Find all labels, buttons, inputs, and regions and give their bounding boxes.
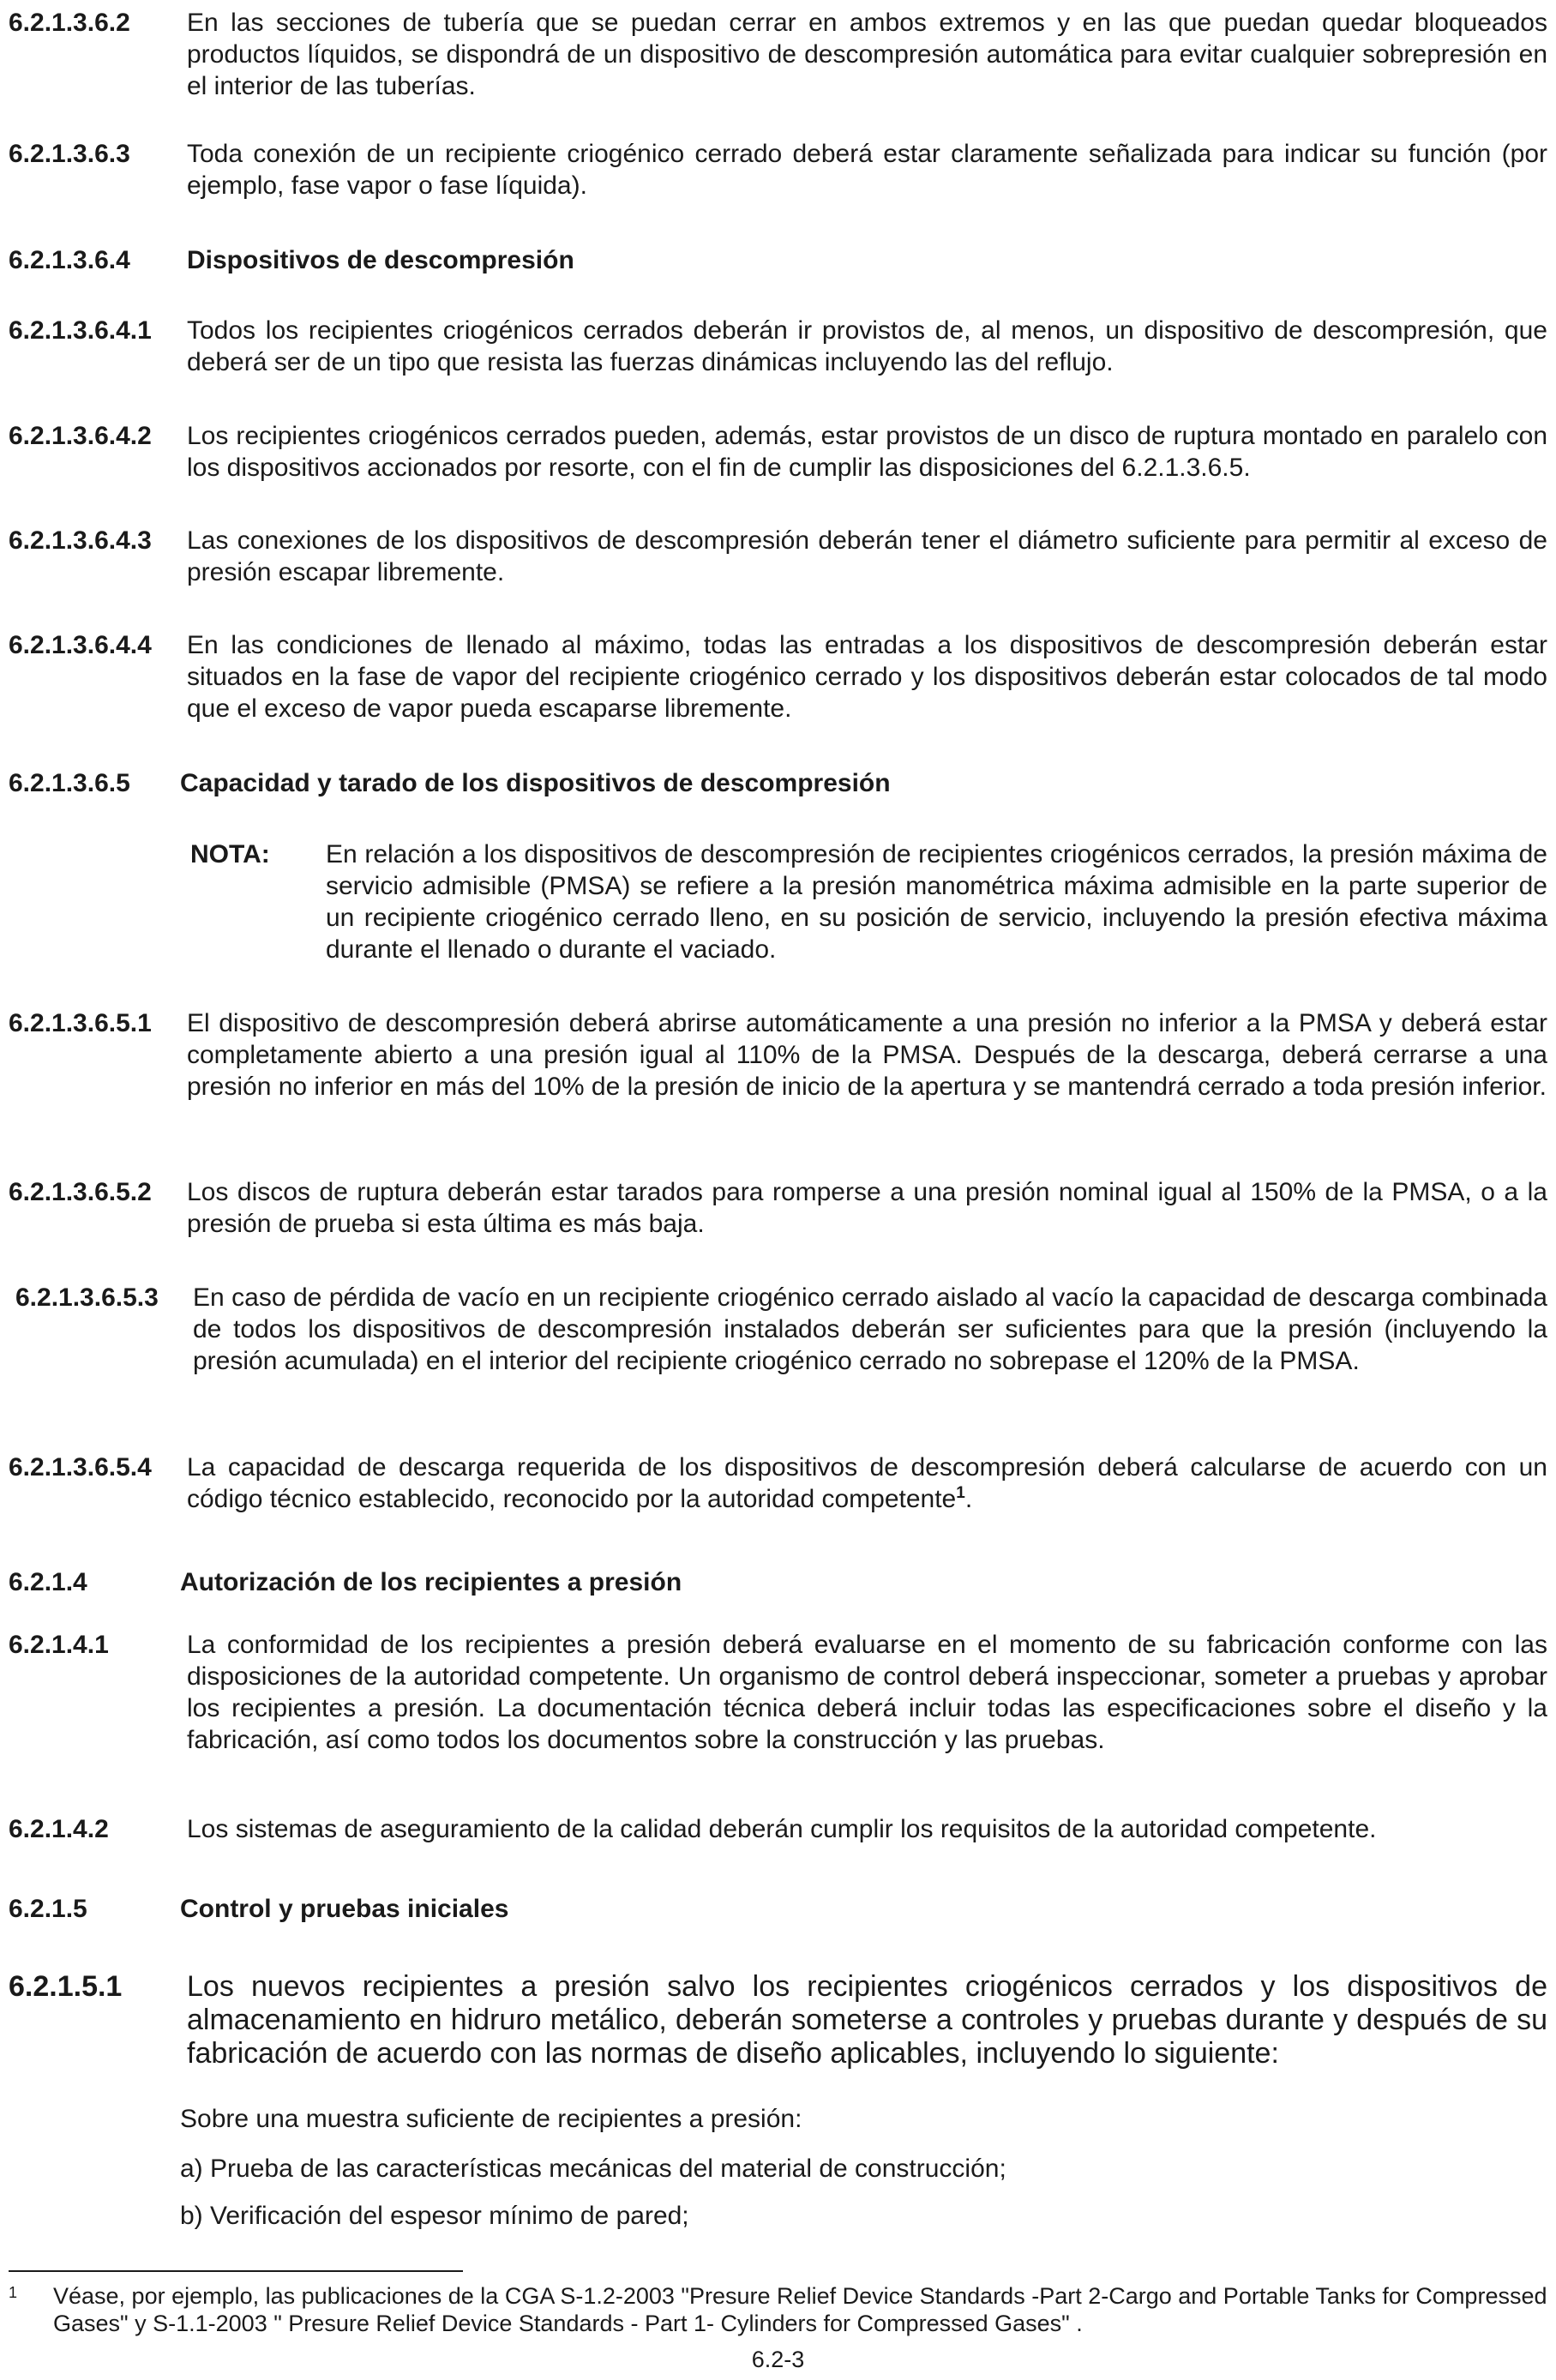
- section-number: 6.2.1.5.1: [9, 1970, 123, 2003]
- list-item-text: a) Prueba de las características mecánicas del material de construcción;: [180, 2155, 1006, 2183]
- paragraph-text-main: La capacidad de descarga requerida de los dispositivos de descompresión deberá calcularse de acuerdo con un código técnico establecido, reconocido por la autoridad competente: [187, 1453, 1547, 1513]
- footnote-reference[interactable]: 1: [956, 1484, 965, 1502]
- section-number: 6.2.1.3.6.2: [9, 9, 130, 37]
- section-number: 6.2.1.3.6.5: [9, 769, 130, 797]
- section-number: 6.2.1.4.2: [9, 1815, 109, 1843]
- paragraph-text: En las secciones de tubería que se puedan cerrar en ambos extremos y en las que puedan quedar bloqueados productos líquidos, se dispondrá de un dispositivo de descompresión automática para evitar cualquier sobrepresión en el interior de las tuberías.: [187, 9, 1547, 100]
- page-number: 6.2-3: [751, 2347, 805, 2372]
- section-number: 6.2.1.3.6.4.4: [9, 631, 152, 659]
- paragraph-text: [187, 1451, 1547, 1515]
- section-heading: Autorización de los recipientes a presión: [180, 1568, 682, 1596]
- paragraph-text: Los discos de ruptura deberán estar tarados para romperse a una presión nominal igual al 150% de la PMSA, o a la presión de prueba si esta última es más baja.: [187, 1178, 1547, 1238]
- paragraph-text-tail: .: [964, 1485, 973, 1513]
- section-heading: Capacidad y tarado de los dispositivos de descompresión: [180, 769, 891, 797]
- paragraph-text: La conformidad de los recipientes a presión deberá evaluarse en el momento de su fabricación conforme con las disposiciones de la autoridad competente. Un organismo de control deberá inspeccionar, someter a pruebas y aprobar los recipientes a presión. La documentación técnica deberá incluir todas las especificaciones sobre el diseño y la fabricación, así como todos los documentos sobre la construcción y las pruebas.: [187, 1631, 1547, 1754]
- note-label: NOTA:: [190, 840, 270, 868]
- note-text: En relación a los dispositivos de descompresión de recipientes criogénicos cerrados, la presión máxima de servicio admisible (PMSA) se refiere a la presión manométrica máxima admisible en la parte superior de un recipiente criogénico cerrado lleno, en su posición de servicio, incluyendo la presión efectiva máxima durante el llenado o durante el vaciado.: [326, 840, 1547, 964]
- section-number: 6.2.1.3.6.3: [9, 140, 130, 168]
- section-heading: Dispositivos de descompresión: [187, 246, 574, 274]
- paragraph-text: En caso de pérdida de vacío en un recipiente criogénico cerrado aislado al vacío la capacidad de descarga combinada de todos los dispositivos de descompresión instalados deberán ser suficientes para que la presión (incluyendo la presión acumulada) en el interior del recipiente criogénico cerrado no sobrepase el 120% de la PMSA.: [193, 1283, 1547, 1375]
- paragraph-text: Los recipientes criogénicos cerrados pueden, además, estar provistos de un disco de ruptura montado en paralelo con los dispositivos accionados por resorte, con el fin de cumplir las disposiciones del 6.2.1.3.6.5.: [187, 422, 1547, 482]
- section-number: 6.2.1.3.6.5.1: [9, 1009, 152, 1037]
- section-number: 6.2.1.3.6.5.2: [9, 1178, 152, 1206]
- section-number: 6.2.1.4.1: [9, 1631, 109, 1659]
- paragraph-text: Los sistemas de aseguramiento de la calidad deberán cumplir los requisitos de la autoridad competente.: [187, 1815, 1377, 1843]
- section-number: 6.2.1.3.6.4: [9, 246, 130, 274]
- section-number: 6.2.1.3.6.5.3: [15, 1283, 159, 1312]
- section-number: 6.2.1.4: [9, 1568, 87, 1596]
- footnote-mark: 1: [9, 2284, 18, 2301]
- paragraph-text: El dispositivo de descompresión deberá abrirse automáticamente a una presión no inferior a la PMSA y deberá estar completamente abierto a una presión igual al 110% de la PMSA. Después de la descarga, deberá cerrarse a una presión no inferior en más del 10% de la presión de inicio de la apertura y se mantendrá cerrado a toda presión inferior.: [187, 1009, 1547, 1101]
- paragraph-text: Sobre una muestra suficiente de recipientes a presión:: [180, 2105, 802, 2133]
- footnote-text: Véase, por ejemplo, las publicaciones de la CGA S-1.2-2003 "Presure Relief Device Standards -Part 2-Cargo and Portable Tanks for Compressed Gases" y S-1.1-2003 " Presure Relief Device Standards - Part 1- Cylinders for Compressed Gases" .: [53, 2283, 1547, 2336]
- section-number: 6.2.1.3.6.4.3: [9, 526, 152, 555]
- section-number: 6.2.1.3.6.5.4: [9, 1453, 152, 1481]
- section-number: 6.2.1.5: [9, 1895, 87, 1923]
- section-number: 6.2.1.3.6.4.1: [9, 316, 152, 345]
- paragraph-text: En las condiciones de llenado al máximo, todas las entradas a los dispositivos de descompresión deberán estar situados en la fase de vapor del recipiente criogénico cerrado y los dispositivos deberán estar colocados de tal modo que el exceso de vapor pueda escaparse libremente.: [187, 631, 1547, 723]
- section-number: 6.2.1.3.6.4.2: [9, 422, 152, 450]
- paragraph-text: Las conexiones de los dispositivos de descompresión deberán tener el diámetro suficiente para permitir al exceso de presión escapar libremente.: [187, 526, 1547, 586]
- paragraph-text: Todos los recipientes criogénicos cerrados deberán ir provistos de, al menos, un dispositivo de descompresión, que deberá ser de un tipo que resista las fuerzas dinámicas incluyendo las del reflujo.: [187, 316, 1547, 376]
- paragraph-text: Los nuevos recipientes a presión salvo los recipientes criogénicos cerrados y los dispositivos de almacenamiento en hidruro metálico, deberán someterse a controles y pruebas durante y después de su fabricación de acuerdo con las normas de diseño aplicables, incluyendo lo siguiente:: [187, 1970, 1547, 2070]
- paragraph-text: Toda conexión de un recipiente criogénico cerrado deberá estar claramente señalizada para indicar su función (por ejemplo, fase vapor o fase líquida).: [187, 140, 1547, 200]
- list-item-text: b) Verificación del espesor mínimo de pared;: [180, 2202, 689, 2230]
- footnote-separator: [9, 2270, 463, 2272]
- section-heading: Control y pruebas iniciales: [180, 1895, 509, 1923]
